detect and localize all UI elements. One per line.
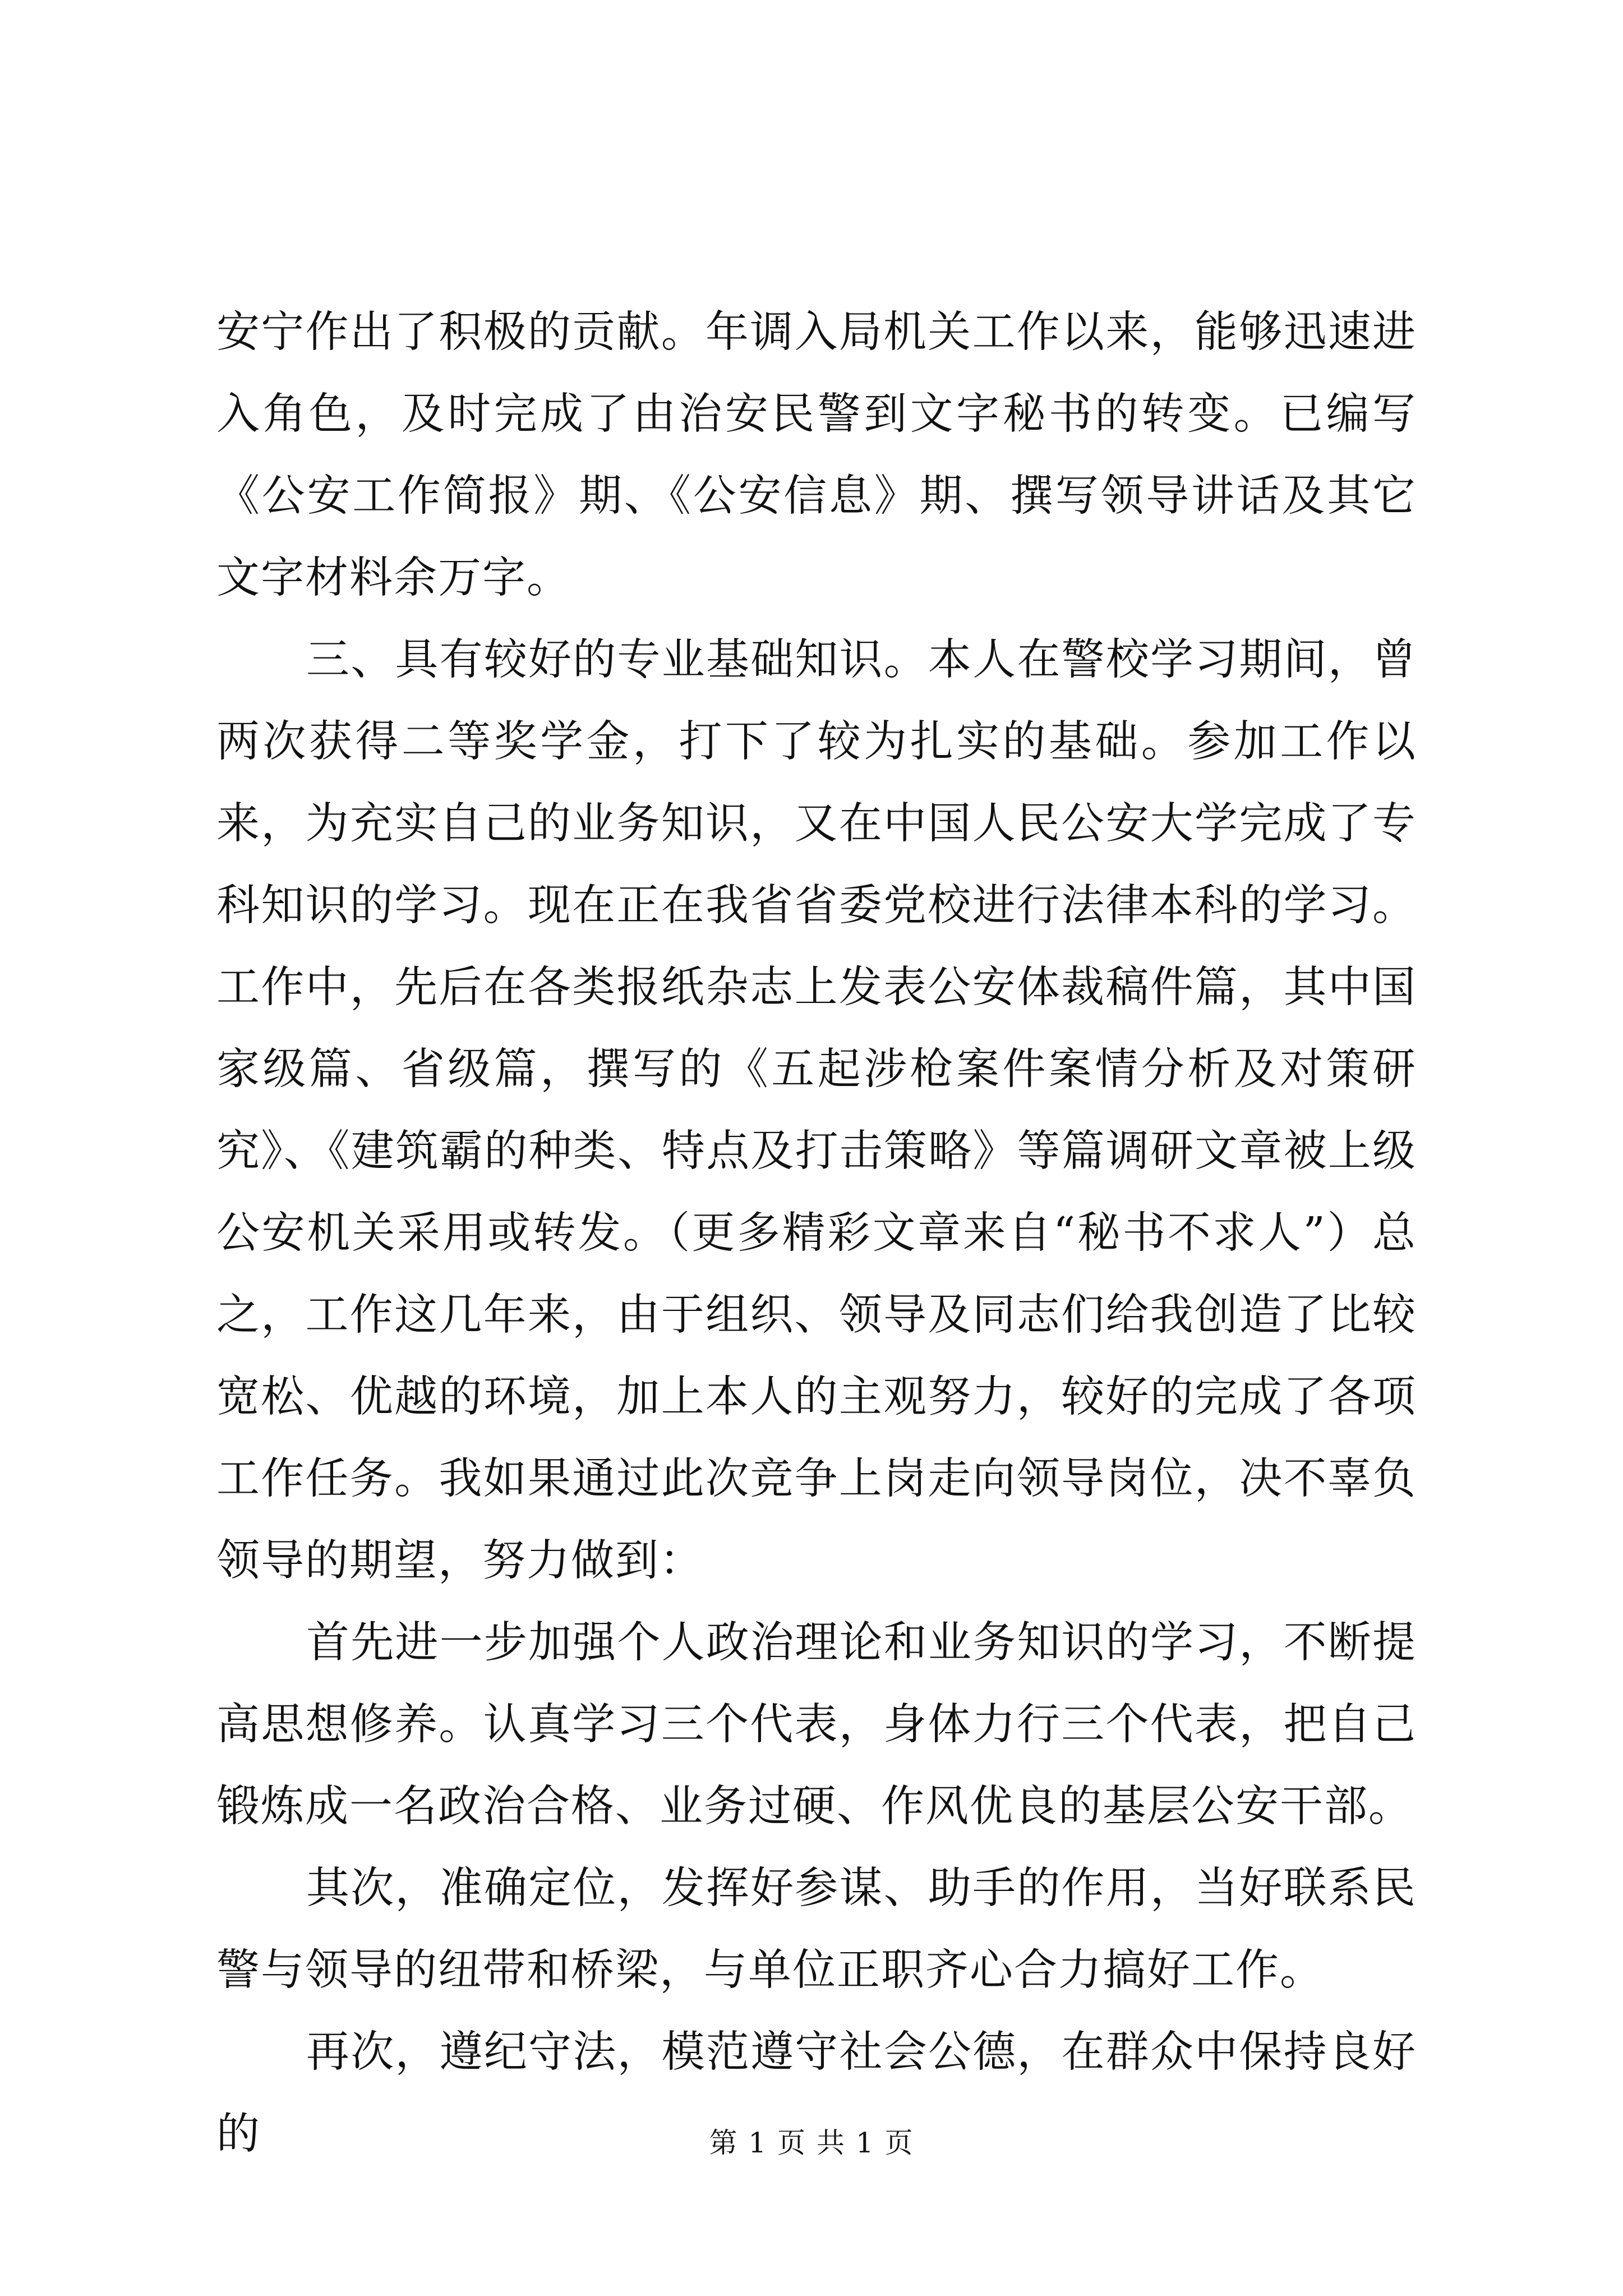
page-number-label: 第 1 页 共 1 页 xyxy=(709,2127,914,2159)
paragraph: 首先进一步加强个人政治理论和业务知识的学习，不断提高思想修养。认真学习三个代表，身体力行三个代表，把自己锻炼成一名政治合格、业务过硬、作风优良的基层公安干部。 xyxy=(216,1618,1417,1832)
paragraph: 其次，准确定位，发挥好参谋、助手的作用，当好联系民警与领导的纽带和桥梁，与单位正职齐心合力搞好工作。 xyxy=(216,1864,1417,1995)
paragraph: 安宁作出了积极的贡献。年调入局机关工作以来，能够迅速进入角色，及时完成了由治安民警到文字秘书的转变。已编写《公安工作简报》期、《公安信息》期、撰写领导讲话及其它文字材料余万字。 xyxy=(216,307,1417,603)
paragraph: 三、具有较好的专业基础知识。本人在警校学习期间，曾两次获得二等奖学金，打下了较为扎实的基础。参加工作以来，为充实自己的业务知识，又在中国人民公安大学完成了专科知识的学习。现在正在我省省委党校进行法律本科的学习。工作中，先后在各类报纸杂志上发表公安体裁稿件篇，其中国家级篇、省级篇，撰写的《五起涉枪案件案情分析及对策研究》、《建筑霸的种类、特点及打击策略》等篇调研文章被上级公安机关采用或转发。（更多精彩文章来自“秘书不求人”）总之，工作这几年来，由于组织、领导及同志们给我创造了比较宽松、优越的环境，加上本人的主观努力，较好的完成了各项工作任务。我如果通过此次竞争上岗走向领导岗位，决不辜负领导的期望，努力做到： xyxy=(216,635,1417,1586)
paragraph: 再次，遵纪守法，模范遵守社会公德，在群众中保持良好的 xyxy=(216,2027,1417,2159)
document-body xyxy=(216,292,1417,2175)
page-footer xyxy=(0,2120,1623,2161)
